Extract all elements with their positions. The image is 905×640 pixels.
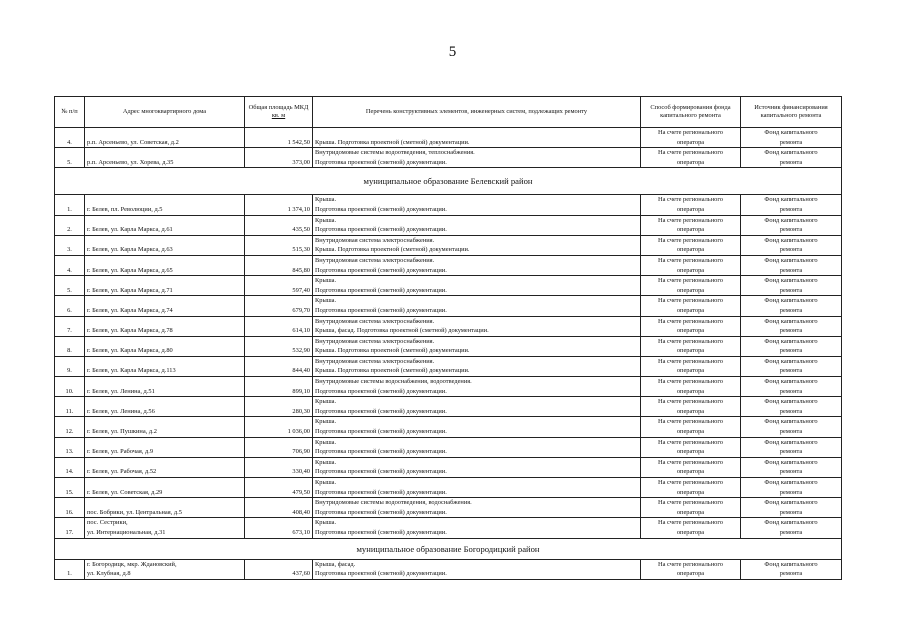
row-number: 3.	[55, 235, 85, 255]
row-works-line2: Подготовка проектной (сметной) документации.	[315, 205, 447, 213]
row-source	[741, 478, 842, 498]
row-area: 280,30	[245, 397, 313, 417]
row-works	[313, 215, 641, 235]
row-method	[641, 148, 741, 168]
row-works-line1: Крыша.	[315, 277, 337, 285]
row-source-line2: ремонта	[779, 570, 803, 578]
row-method-line1: На счете регионального	[658, 196, 723, 204]
row-source-line1: Фонд капитального	[764, 499, 818, 507]
table-row	[55, 235, 842, 255]
row-source-line2: ремонта	[779, 286, 803, 294]
row-address-line2: г. Белев, ул. Ленина, д.56	[87, 407, 155, 415]
row-address	[85, 336, 245, 356]
header-area-unit: кв. м	[271, 112, 286, 119]
row-source-line2: ремонта	[779, 327, 803, 335]
row-address	[85, 235, 245, 255]
row-number: 9.	[55, 356, 85, 376]
row-area: 845,80	[245, 255, 313, 275]
row-method-line2: оператора	[676, 286, 705, 294]
row-method	[641, 296, 741, 316]
row-source	[741, 518, 842, 538]
row-address-line2: г. Белев, ул. Карла Маркса, д.63	[87, 246, 173, 254]
row-method-line1: На счете регионального	[658, 256, 723, 264]
row-works-line1: Крыша, фасад.	[315, 560, 356, 568]
table-row	[55, 377, 842, 397]
row-address-line2: г. Белев, ул. Карла Маркса, д.113	[87, 367, 176, 375]
row-works	[313, 316, 641, 336]
row-area: 373,00	[245, 148, 313, 168]
row-works-line1: Внутридомовая система электроснабжения.	[315, 337, 435, 345]
row-source-line1: Фонд капитального	[764, 438, 818, 446]
header-method: Способ формирования фонда капитального ремонта	[641, 97, 741, 128]
row-address-line1: г. Богородицк, мкр. Ждановский,	[87, 560, 177, 568]
section-header-row	[55, 168, 842, 195]
table-body	[55, 128, 842, 580]
row-method-line1: На счете регионального	[658, 149, 723, 157]
row-source	[741, 377, 842, 397]
row-works-line1: Внутридомовые системы водоотведения, водоснабжения.	[315, 499, 472, 507]
row-number: 2.	[55, 215, 85, 235]
row-works-line2: Крыша, фасад. Подготовка проектной (сметной) документации.	[315, 327, 489, 335]
row-method-line1: На счете регионального	[658, 357, 723, 365]
row-address-line2: г. Белев, ул. Карла Маркса, д.65	[87, 266, 173, 274]
section-title: муниципальное образование Богородицкий район	[55, 538, 842, 559]
row-method-line2: оператора	[676, 138, 705, 146]
table-row	[55, 276, 842, 296]
row-source-line1: Фонд капитального	[764, 418, 818, 426]
row-number: 1.	[55, 559, 85, 579]
row-number: 8.	[55, 336, 85, 356]
header-area-label: Общая площадь МКД	[248, 104, 309, 111]
row-works	[313, 518, 641, 538]
row-method-line2: оператора	[676, 488, 705, 496]
header-area	[245, 97, 313, 128]
row-source-line1: Фонд капитального	[764, 519, 818, 527]
row-source-line2: ремонта	[779, 508, 803, 516]
row-works-line1: Крыша.	[315, 438, 337, 446]
row-source	[741, 128, 842, 148]
row-method-line2: оператора	[676, 570, 705, 578]
table-row	[55, 559, 842, 579]
row-number: 13.	[55, 437, 85, 457]
row-source-line2: ремонта	[779, 266, 803, 274]
row-source	[741, 437, 842, 457]
row-source	[741, 356, 842, 376]
row-source	[741, 148, 842, 168]
row-method	[641, 437, 741, 457]
row-works	[313, 377, 641, 397]
row-method-line1: На счете регионального	[658, 418, 723, 426]
row-address	[85, 276, 245, 296]
row-source-line2: ремонта	[779, 387, 803, 395]
row-works	[313, 457, 641, 477]
row-method	[641, 336, 741, 356]
row-method-line2: оператора	[676, 246, 705, 254]
row-method-line1: На счете регионального	[658, 519, 723, 527]
row-works-line2: Подготовка проектной (сметной) документации.	[315, 488, 447, 496]
table-row	[55, 296, 842, 316]
table-header-row	[55, 97, 842, 128]
row-address	[85, 128, 245, 148]
table-row	[55, 255, 842, 275]
row-source-line1: Фонд капитального	[764, 357, 818, 365]
row-works-line1: Крыша.	[315, 519, 337, 527]
row-works	[313, 437, 641, 457]
row-works	[313, 276, 641, 296]
row-address	[85, 356, 245, 376]
table-row	[55, 478, 842, 498]
row-works	[313, 148, 641, 168]
row-number: 1.	[55, 195, 85, 215]
row-area: 673,10	[245, 518, 313, 538]
row-address-line2: ул. Клубная, д.8	[87, 570, 131, 578]
row-method-line1: На счете регионального	[658, 277, 723, 285]
row-method-line2: оператора	[676, 448, 705, 456]
row-address	[85, 255, 245, 275]
section-title: муниципальное образование Белевский район	[55, 168, 842, 195]
row-area: 408,40	[245, 498, 313, 518]
row-works-line1: Крыша.	[315, 196, 337, 204]
row-method-line1: На счете регионального	[658, 216, 723, 224]
table-row	[55, 397, 842, 417]
row-address-line2: г. Белев, ул. Рабочая, д.52	[87, 468, 157, 476]
row-works-line1: Крыша.	[315, 458, 337, 466]
row-method-line1: На счете регионального	[658, 337, 723, 345]
row-source-line1: Фонд капитального	[764, 317, 818, 325]
row-method-line1: На счете регионального	[658, 129, 723, 136]
row-area: 479,50	[245, 478, 313, 498]
row-address-line2: г. Белев, ул. Пушкина, д.2	[87, 428, 157, 436]
row-number: 10.	[55, 377, 85, 397]
row-address	[85, 316, 245, 336]
row-works	[313, 296, 641, 316]
table-row	[55, 437, 842, 457]
row-source	[741, 296, 842, 316]
row-method	[641, 518, 741, 538]
row-source-line2: ремонта	[779, 407, 803, 415]
row-address	[85, 148, 245, 168]
row-address	[85, 457, 245, 477]
row-works-line2: Подготовка проектной (сметной) документации.	[315, 468, 447, 476]
row-source-line2: ремонта	[779, 246, 803, 254]
row-works	[313, 356, 641, 376]
row-address	[85, 195, 245, 215]
row-source-line2: ремонта	[779, 468, 803, 476]
row-method-line2: оператора	[676, 306, 705, 314]
row-method-line2: оператора	[676, 508, 705, 516]
row-method-line1: На счете регионального	[658, 236, 723, 244]
row-number: 6.	[55, 296, 85, 316]
row-source-line2: ремонта	[779, 367, 803, 375]
row-source-line1: Фонд капитального	[764, 149, 818, 157]
row-method	[641, 215, 741, 235]
row-method-line1: На счете регионального	[658, 378, 723, 386]
row-address-line1: пос. Сестрики,	[87, 519, 128, 527]
row-source	[741, 498, 842, 518]
row-area: 515,30	[245, 235, 313, 255]
row-address-line2: г. Белев, ул. Карла Маркса, д.80	[87, 347, 173, 355]
row-source	[741, 255, 842, 275]
row-address-line2: г. Белев, ул. Карла Маркса, д.61	[87, 226, 173, 234]
row-works-line1: Крыша.	[315, 297, 337, 305]
row-method	[641, 195, 741, 215]
row-area: 614,10	[245, 316, 313, 336]
table-row	[55, 498, 842, 518]
row-address-line2: р.п. Арсеньево, ул. Советская, д.2	[87, 138, 179, 146]
row-source-line1: Фонд капитального	[764, 337, 818, 345]
row-number: 12.	[55, 417, 85, 437]
row-source	[741, 559, 842, 579]
row-source-line2: ремонта	[779, 205, 803, 213]
row-method	[641, 397, 741, 417]
row-number: 7.	[55, 316, 85, 336]
table-row	[55, 457, 842, 477]
row-source-line2: ремонта	[779, 428, 803, 436]
row-source	[741, 316, 842, 336]
row-address-line2: г. Белев, пл. Революции, д.5	[87, 205, 163, 213]
row-works-line1: Крыша.	[315, 216, 337, 224]
table-row	[55, 148, 842, 168]
row-source-line1: Фонд капитального	[764, 216, 818, 224]
row-method	[641, 255, 741, 275]
row-address	[85, 417, 245, 437]
row-source-line2: ремонта	[779, 448, 803, 456]
row-source-line1: Фонд капитального	[764, 297, 818, 305]
row-number: 4.	[55, 128, 85, 148]
row-source	[741, 417, 842, 437]
table-row	[55, 215, 842, 235]
row-method-line1: На счете регионального	[658, 499, 723, 507]
row-source-line2: ремонта	[779, 226, 803, 234]
row-works-line2: Крыша. Подготовка проектной (сметной) документации.	[315, 367, 470, 375]
row-method	[641, 498, 741, 518]
table-row	[55, 128, 842, 148]
row-method	[641, 356, 741, 376]
row-source	[741, 276, 842, 296]
row-address	[85, 498, 245, 518]
row-source-line2: ремонта	[779, 528, 803, 536]
row-number: 4.	[55, 255, 85, 275]
row-source-line1: Фонд капитального	[764, 560, 818, 568]
row-works-line2: Подготовка проектной (сметной) документации.	[315, 286, 447, 294]
row-works-line2: Подготовка проектной (сметной) документации.	[315, 306, 447, 314]
row-works	[313, 195, 641, 215]
row-source-line2: ремонта	[779, 347, 803, 355]
row-address	[85, 215, 245, 235]
row-area: 899,10	[245, 377, 313, 397]
row-address-line2: г. Белев, ул. Советская, д.29	[87, 488, 163, 496]
row-works	[313, 128, 641, 148]
row-address	[85, 397, 245, 417]
row-method-line1: На счете регионального	[658, 438, 723, 446]
row-number: 5.	[55, 148, 85, 168]
row-method-line1: На счете регионального	[658, 297, 723, 305]
row-source-line2: ремонта	[779, 158, 803, 166]
row-method	[641, 417, 741, 437]
row-area: 679,70	[245, 296, 313, 316]
row-source	[741, 336, 842, 356]
row-source-line1: Фонд капитального	[764, 129, 818, 136]
row-works	[313, 255, 641, 275]
row-method-line1: На счете регионального	[658, 398, 723, 406]
row-method	[641, 377, 741, 397]
row-address	[85, 296, 245, 316]
row-method-line2: оператора	[676, 327, 705, 335]
row-method	[641, 128, 741, 148]
row-method	[641, 316, 741, 336]
row-works-line2: Подготовка проектной (сметной) документации.	[315, 448, 447, 456]
row-area: 844,40	[245, 356, 313, 376]
row-area: 597,40	[245, 276, 313, 296]
row-works-line1: Крыша.	[315, 398, 337, 406]
row-works-line2: Крыша. Подготовка проектной (сметной) документации.	[315, 138, 470, 146]
row-source-line1: Фонд капитального	[764, 256, 818, 264]
row-number: 16.	[55, 498, 85, 518]
row-works	[313, 417, 641, 437]
row-works-line1: Крыша.	[315, 479, 337, 486]
row-address	[85, 559, 245, 579]
row-method-line2: оператора	[676, 468, 705, 476]
row-works-line1: Крыша.	[315, 418, 337, 426]
row-source	[741, 215, 842, 235]
row-method-line2: оператора	[676, 407, 705, 415]
row-address-line2: пос. Бобрики, ул. Центральная, д.5	[87, 508, 182, 516]
row-address-line2: ул. Интернациональная, д.31	[87, 528, 166, 536]
row-source-line1: Фонд капитального	[764, 378, 818, 386]
row-works-line2: Крыша. Подготовка проектной (сметной) документации.	[315, 347, 470, 355]
repair-program-table	[54, 96, 842, 580]
header-source: Источник финансирования капитального ремонта	[741, 97, 842, 128]
row-area: 1 374,10	[245, 195, 313, 215]
row-works-line2: Подготовка проектной (сметной) документации.	[315, 428, 447, 436]
row-address-line2: г. Белев, ул. Карла Маркса, д.74	[87, 306, 173, 314]
row-works-line2: Подготовка проектной (сметной) документации.	[315, 226, 447, 234]
row-works-line1: Внутридомовая система электроснабжения.	[315, 317, 435, 325]
row-number: 15.	[55, 478, 85, 498]
row-number: 17.	[55, 518, 85, 538]
row-source	[741, 235, 842, 255]
row-method	[641, 559, 741, 579]
row-works-line2: Подготовка проектной (сметной) документации.	[315, 508, 447, 516]
row-source-line1: Фонд капитального	[764, 458, 818, 466]
row-area: 706,90	[245, 437, 313, 457]
row-method-line1: На счете регионального	[658, 317, 723, 325]
row-address	[85, 518, 245, 538]
table-row	[55, 195, 842, 215]
row-works	[313, 498, 641, 518]
row-works-line1: Внутридомовая система электроснабжения.	[315, 256, 435, 264]
row-method-line1: На счете регионального	[658, 560, 723, 568]
row-method-line2: оператора	[676, 347, 705, 355]
row-address	[85, 478, 245, 498]
row-source-line2: ремонта	[779, 488, 803, 496]
row-source-line1: Фонд капитального	[764, 277, 818, 285]
table-row	[55, 417, 842, 437]
row-source	[741, 457, 842, 477]
row-source	[741, 195, 842, 215]
page-number: 5	[448, 44, 457, 60]
row-number: 5.	[55, 276, 85, 296]
row-address-line2: г. Белев, ул. Ленина, д.51	[87, 387, 155, 395]
row-method	[641, 276, 741, 296]
row-works-line2: Подготовка проектной (сметной) документации.	[315, 407, 447, 415]
row-area: 532,90	[245, 336, 313, 356]
row-works-line2: Подготовка проектной (сметной) документации.	[315, 528, 447, 536]
row-source-line1: Фонд капитального	[764, 236, 818, 244]
row-works	[313, 235, 641, 255]
row-area: 330,40	[245, 457, 313, 477]
row-number: 14.	[55, 457, 85, 477]
row-method-line2: оператора	[676, 428, 705, 436]
header-works: Перечень конструктивных элементов, инженерных систем, подлежащих ремонту	[313, 97, 641, 128]
row-method-line2: оператора	[676, 226, 705, 234]
row-works	[313, 478, 641, 498]
row-method-line2: оператора	[676, 367, 705, 375]
row-method-line2: оператора	[676, 387, 705, 395]
row-address-line2: г. Белев, ул. Рабочая, д.9	[87, 448, 154, 456]
row-works-line2: Крыша. Подготовка проектной (сметной) документации.	[315, 246, 470, 254]
row-method-line1: На счете регионального	[658, 479, 723, 486]
row-address	[85, 437, 245, 457]
row-works-line1: Внутридомовые системы водоотведения, теплоснабжения.	[315, 149, 475, 157]
row-address-line2: г. Белев, ул. Карла Маркса, д.78	[87, 327, 173, 335]
table-row	[55, 316, 842, 336]
row-address-line2: р.п. Арсеньево, ул. Хорева, д.35	[87, 158, 174, 166]
row-works-line2: Подготовка проектной (сметной) документации.	[315, 570, 447, 578]
row-method-line2: оператора	[676, 266, 705, 274]
row-area: 435,50	[245, 215, 313, 235]
row-source-line1: Фонд капитального	[764, 398, 818, 406]
row-source-line1: Фонд капитального	[764, 479, 818, 486]
row-works-line1: Внутридомовая система электроснабжения.	[315, 236, 435, 244]
row-works-line2: Подготовка проектной (сметной) документации.	[315, 158, 447, 166]
row-area: 1 542,50	[245, 128, 313, 148]
row-works-line1: Внутридомовая система электроснабжения.	[315, 357, 435, 365]
row-method	[641, 478, 741, 498]
row-method	[641, 235, 741, 255]
row-source-line1: Фонд капитального	[764, 196, 818, 204]
table-row	[55, 518, 842, 538]
row-works	[313, 559, 641, 579]
section-header-row	[55, 538, 842, 559]
row-number: 11.	[55, 397, 85, 417]
row-works	[313, 336, 641, 356]
row-source-line2: ремонта	[779, 138, 803, 146]
row-method-line2: оператора	[676, 205, 705, 213]
row-address	[85, 377, 245, 397]
row-method-line2: оператора	[676, 158, 705, 166]
header-num: № п/п	[55, 97, 85, 128]
row-method	[641, 457, 741, 477]
row-source	[741, 397, 842, 417]
row-source-line2: ремонта	[779, 306, 803, 314]
row-area: 1 036,00	[245, 417, 313, 437]
row-works-line1: Внутридомовые системы водоснабжения, водоотведения.	[315, 378, 472, 386]
row-method-line1: На счете регионального	[658, 458, 723, 466]
row-works-line2: Подготовка проектной (сметной) документации.	[315, 387, 447, 395]
row-area: 437,60	[245, 559, 313, 579]
header-address: Адрес многоквартирного дома	[85, 97, 245, 128]
row-works-line2: Подготовка проектной (сметной) документации.	[315, 266, 447, 274]
table-row	[55, 336, 842, 356]
row-works	[313, 397, 641, 417]
row-method-line2: оператора	[676, 528, 705, 536]
row-address-line2: г. Белев, ул. Карла Маркса, д.71	[87, 286, 173, 294]
table-row	[55, 356, 842, 376]
